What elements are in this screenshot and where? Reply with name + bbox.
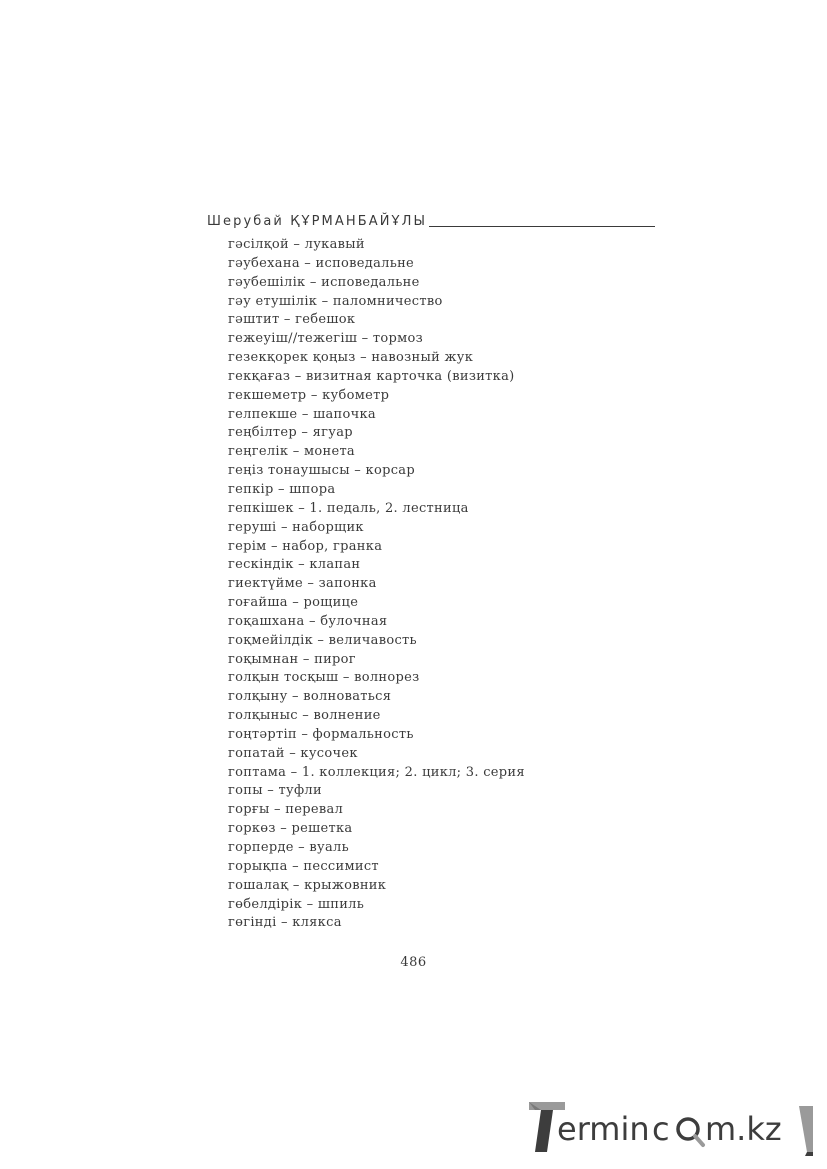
glossary-entry: гөбелдірік – шпиль xyxy=(228,896,365,912)
glossary-entry: гошалақ – крыжовник xyxy=(228,877,387,893)
glossary-entry: голқыну – волноваться xyxy=(228,689,392,705)
glossary-entry: гоғайша – рощице xyxy=(228,595,359,611)
logo-text-part1: ermin xyxy=(557,1110,650,1148)
glossary-entry: голқыныс – волнение xyxy=(228,708,381,724)
glossary-entry: герім – набор, гранка xyxy=(228,538,383,554)
glossary-entry: гескіндік – клапан xyxy=(228,557,361,573)
logo-graphic xyxy=(527,1102,817,1156)
author-name: Шерубай ҚҰРМАНБАЙҰЛЫ xyxy=(207,214,428,229)
glossary-entry: гөгінді – клякса xyxy=(228,915,342,931)
glossary-entry: гәштит – гебешок xyxy=(228,312,356,328)
glossary-entry: горықпа – пессимист xyxy=(228,858,379,874)
logo-text-part2: m.kz xyxy=(705,1110,782,1148)
glossary-entry: гоқымнан – пирог xyxy=(228,651,356,667)
logo-text-c: c xyxy=(652,1110,670,1148)
glossary-entry: гоптама – 1. коллекция; 2. цикл; 3. серия xyxy=(228,764,525,780)
glossary-entry: геруші – наборщик xyxy=(228,519,364,535)
glossary-entry: геңбілтер – ягуар xyxy=(228,425,353,441)
glossary-entry: гопы – туфли xyxy=(228,783,322,799)
glossary-entry: гоқмейілдік – величавость xyxy=(228,632,417,648)
glossary-entry: гекшеметр – кубометр xyxy=(228,387,390,403)
glossary-entry: гепкір – шпора xyxy=(228,481,336,497)
glossary-entry: геңіз тонаушысы – корсар xyxy=(228,463,415,479)
glossary-entry: гәу етушілік – паломничество xyxy=(228,293,443,309)
glossary-entry: гекқағаз – визитная карточка (визитка) xyxy=(228,368,515,384)
glossary-entry: гиектүйме – запонка xyxy=(228,576,377,592)
glossary-entries xyxy=(228,236,525,933)
glossary-entry: горперде – вуаль xyxy=(228,840,349,855)
running-head xyxy=(207,212,655,230)
glossary-entry: гежеуіш//тежегіш – тормоз xyxy=(228,331,424,347)
glossary-entry: гопатай – кусочек xyxy=(228,745,358,761)
termincom-logo[interactable] xyxy=(527,1102,817,1156)
glossary-entry: голқын тосқыш – волнорез xyxy=(228,670,420,686)
glossary-entry: гепкішек – 1. педаль, 2. лестница xyxy=(228,500,469,516)
magnifier-icon xyxy=(678,1119,703,1145)
glossary-entry: гәубешілік – исповедальне xyxy=(228,274,420,290)
header-rule xyxy=(429,226,655,227)
glossary-entry: гәсілқой – лукавый xyxy=(228,237,365,252)
glossary-entry: гелпекше – шапочка xyxy=(228,406,376,422)
glossary-entry: гоңтәртіп – формальность xyxy=(228,726,414,742)
glossary-entry: гезекқорек қоңыз – навозный жук xyxy=(228,350,474,366)
glossary-entry: геңгелік – монета xyxy=(228,444,355,460)
glossary-entry: гоқашхана – булочная xyxy=(228,613,388,629)
glossary-entry: горғы – перевал xyxy=(228,802,344,818)
page-number: 486 xyxy=(400,955,427,970)
glossary-entry: горкөз – решетка xyxy=(228,821,353,837)
glossary-entry: гәубехана – исповедальне xyxy=(228,255,415,271)
